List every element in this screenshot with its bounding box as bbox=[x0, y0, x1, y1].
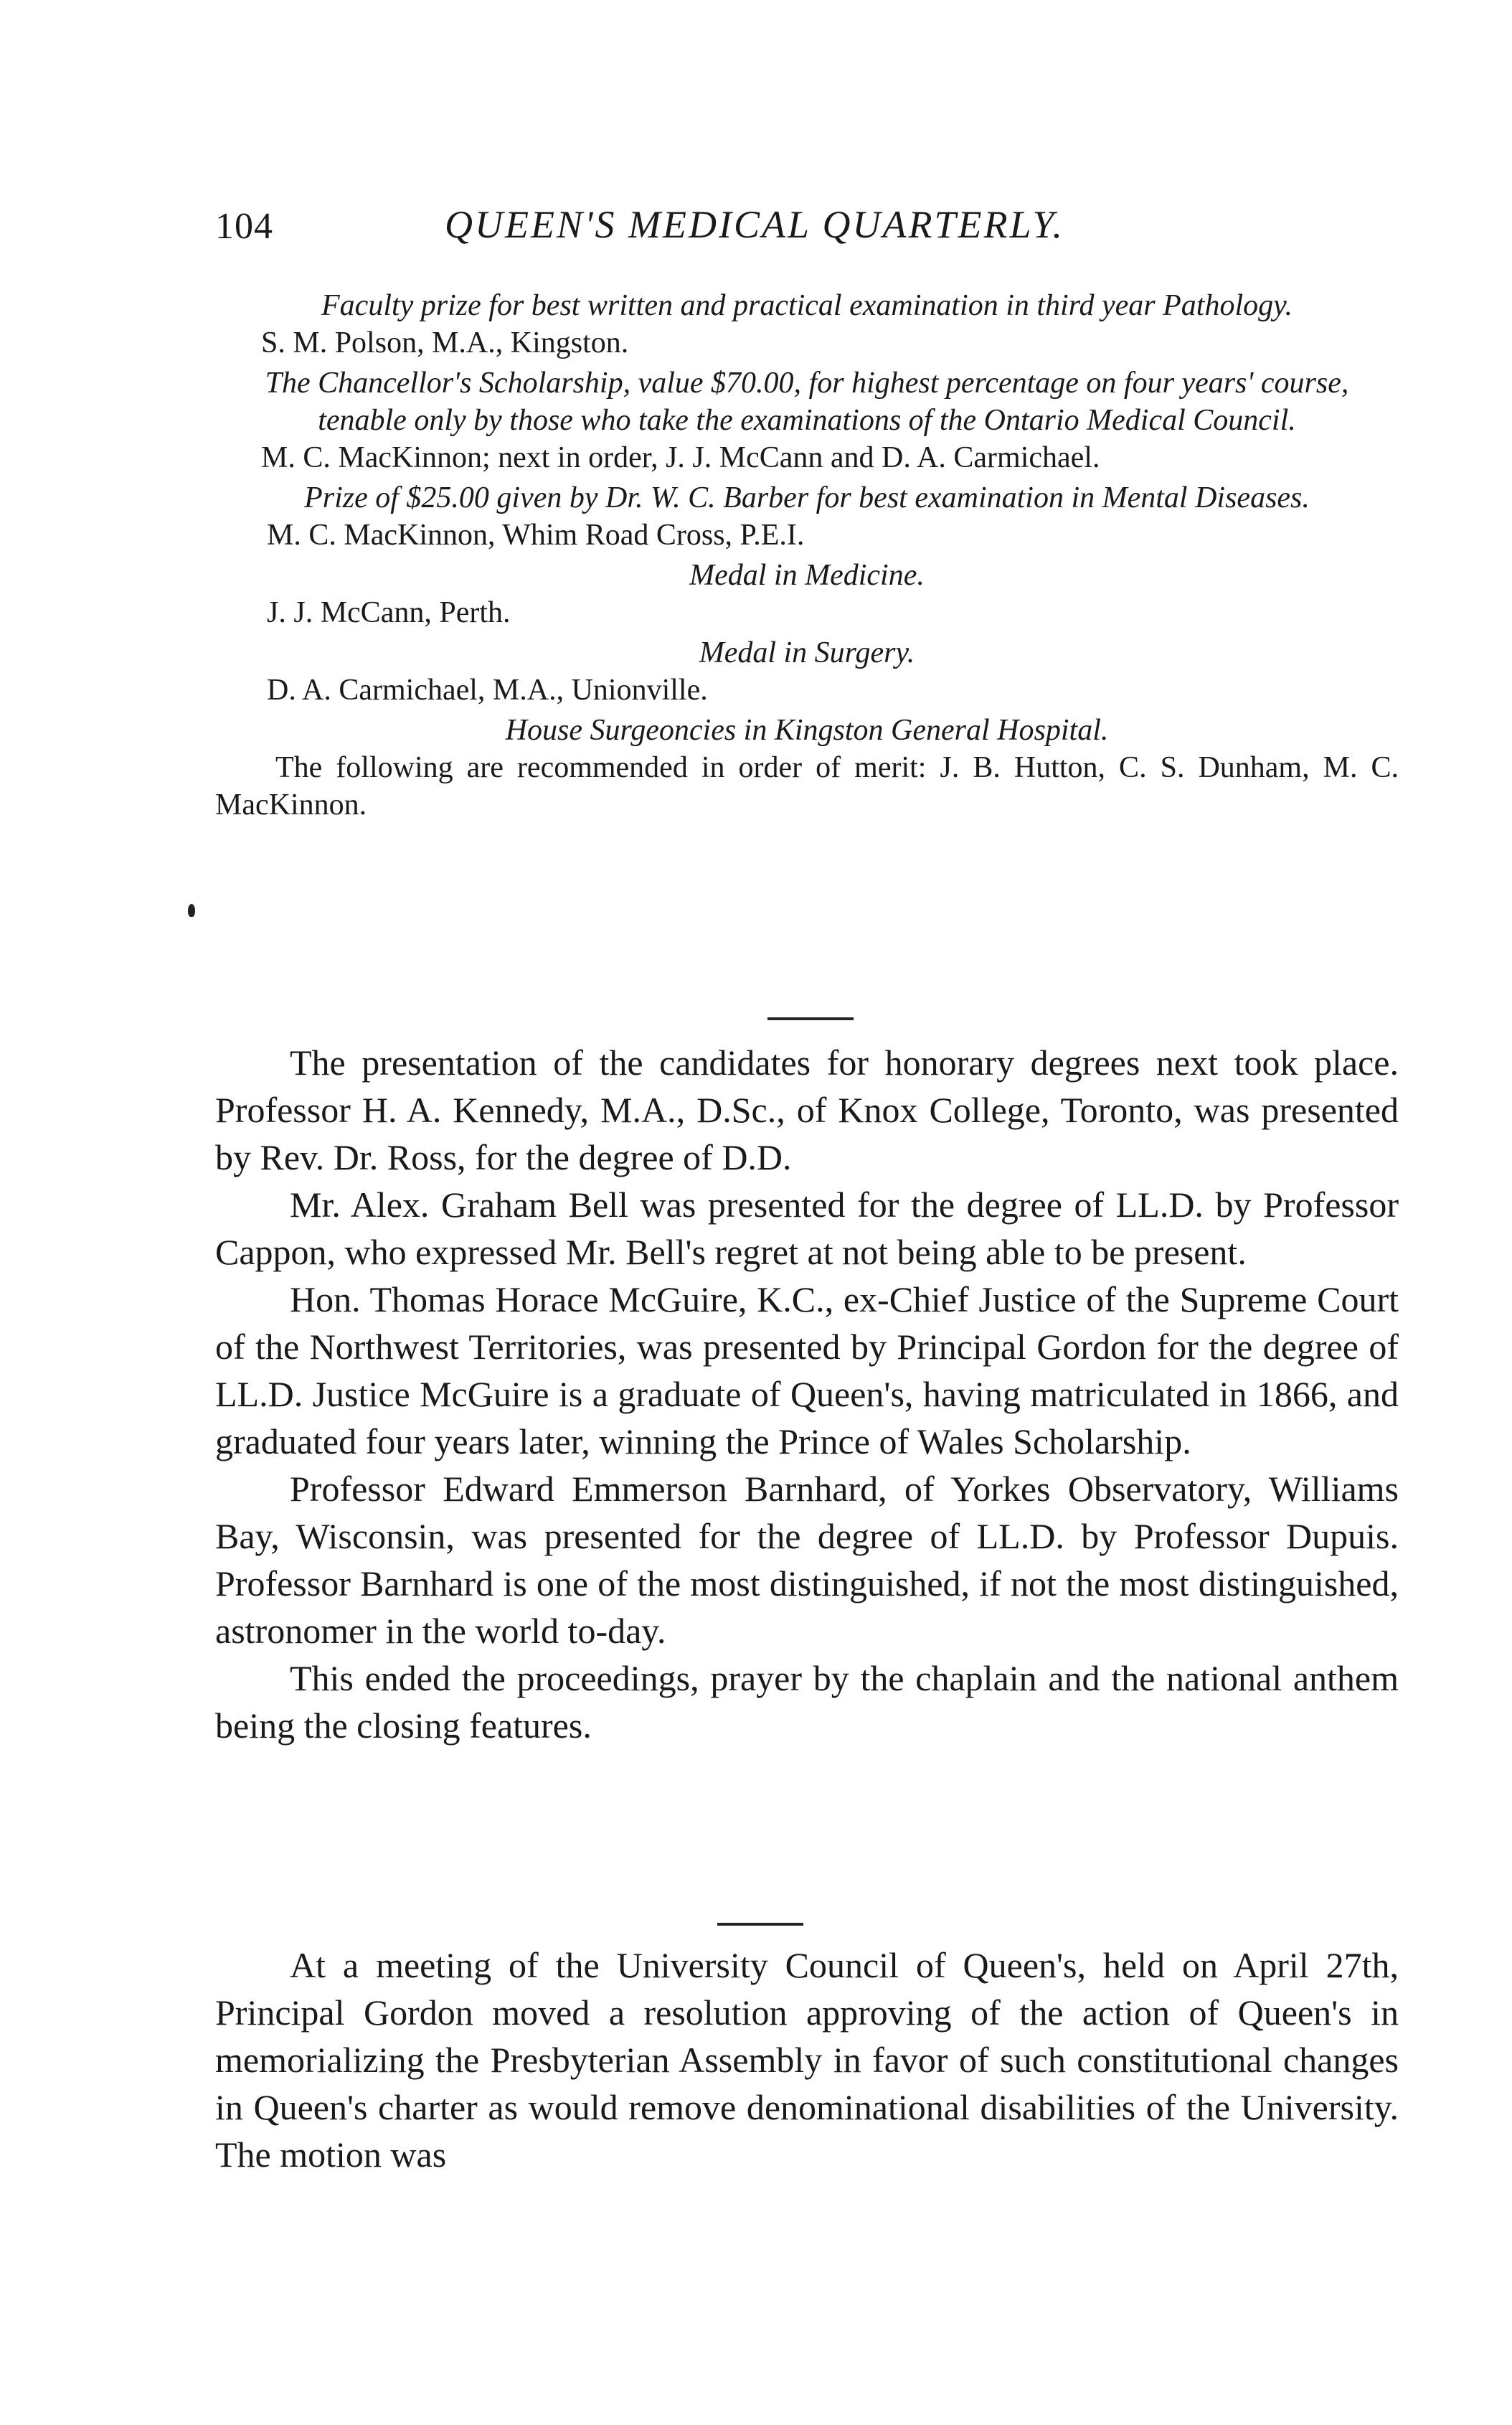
paragraph: Mr. Alex. Graham Bell was presented for the degree of LL.D. by Professor Cappon, who expressed Mr. Bell's regret at not being able to be present. bbox=[215, 1185, 1399, 1272]
award-caption: Prize of $25.00 given by Dr. W. C. Barber for best examination in Mental Diseases. bbox=[304, 481, 1310, 514]
running-title: QUEEN'S MEDICAL QUARTERLY. bbox=[445, 203, 1065, 246]
award-winner: D. A. Carmichael, M.A., Unionville. bbox=[267, 674, 708, 707]
awards-list bbox=[215, 287, 1399, 824]
paragraph: At a meeting of the University Council of Queen's, held on April 27th, Principal Gordon moved a resolution approving of the action of Queen's in memorializing the Presbyterian Assembly in favor of such constitutional changes in Queen's charter as would remove denominational disabilities of the University. The motion was bbox=[215, 1945, 1399, 2175]
award-caption: Medal in Surgery. bbox=[699, 636, 915, 669]
award-winner: M. C. MacKinnon, Whim Road Cross, P.E.I. bbox=[267, 519, 805, 552]
hospital-caption: House Surgeoncies in Kingston General Hospital. bbox=[505, 714, 1109, 747]
page-number: 104 bbox=[215, 206, 273, 247]
margin-ink-mark bbox=[188, 904, 195, 917]
award-winner: J. J. McCann, Perth. bbox=[267, 596, 511, 629]
paragraph: Professor Edward Emmerson Barnhard, of Yorkes Observatory, Williams Bay, Wisconsin, was presented for the degree of LL.D. by Professor Dupuis. Professor Barnhard is one of the most distinguished, if not the most distinguished, astronomer in the world to-day. bbox=[215, 1469, 1399, 1651]
award-winner: S. M. Polson, M.A., Kingston. bbox=[261, 326, 629, 359]
paragraph: The presentation of the candidates for honorary degrees next took place. Professor H. A. Kennedy, M.A., D.Sc., of Knox College, Toronto, was presented by Rev. Dr. Ross, for the degree of D.D. bbox=[215, 1042, 1399, 1177]
award-caption: The Chancellor's Scholarship, value $70.00, for highest percentage on four years' course, tenable only by those who take the examinations of the Ontario Medical Council. bbox=[265, 367, 1349, 437]
paragraph: This ended the proceedings, prayer by the chaplain and the national anthem being the closing features. bbox=[215, 1658, 1399, 1746]
university-council-section bbox=[215, 1941, 1399, 2178]
page-header bbox=[215, 205, 1399, 270]
hospital-recommendation: The following are recommended in order of merit: J. B. Hutton, C. S. Dunham, M. C. MacKinnon. bbox=[215, 751, 1399, 821]
award-caption: Medal in Medicine. bbox=[689, 559, 925, 592]
section-divider bbox=[767, 1017, 854, 1020]
honorary-degrees-section bbox=[215, 1039, 1399, 1749]
paragraph: Hon. Thomas Horace McGuire, K.C., ex-Chief Justice of the Supreme Court of the Northwest Territories, was presented by Principal Gordon for the degree of LL.D. Justice McGuire is a graduate of Queen's, having matriculated in 1866, and graduated four years later, winning the Prince of Wales Scholarship. bbox=[215, 1279, 1399, 1461]
award-caption: Faculty prize for best written and practical examination in third year Pathology. bbox=[321, 289, 1293, 322]
section-divider bbox=[717, 1923, 803, 1926]
award-winner: M. C. MacKinnon; next in order, J. J. McCann and D. A. Carmichael. bbox=[261, 441, 1100, 474]
